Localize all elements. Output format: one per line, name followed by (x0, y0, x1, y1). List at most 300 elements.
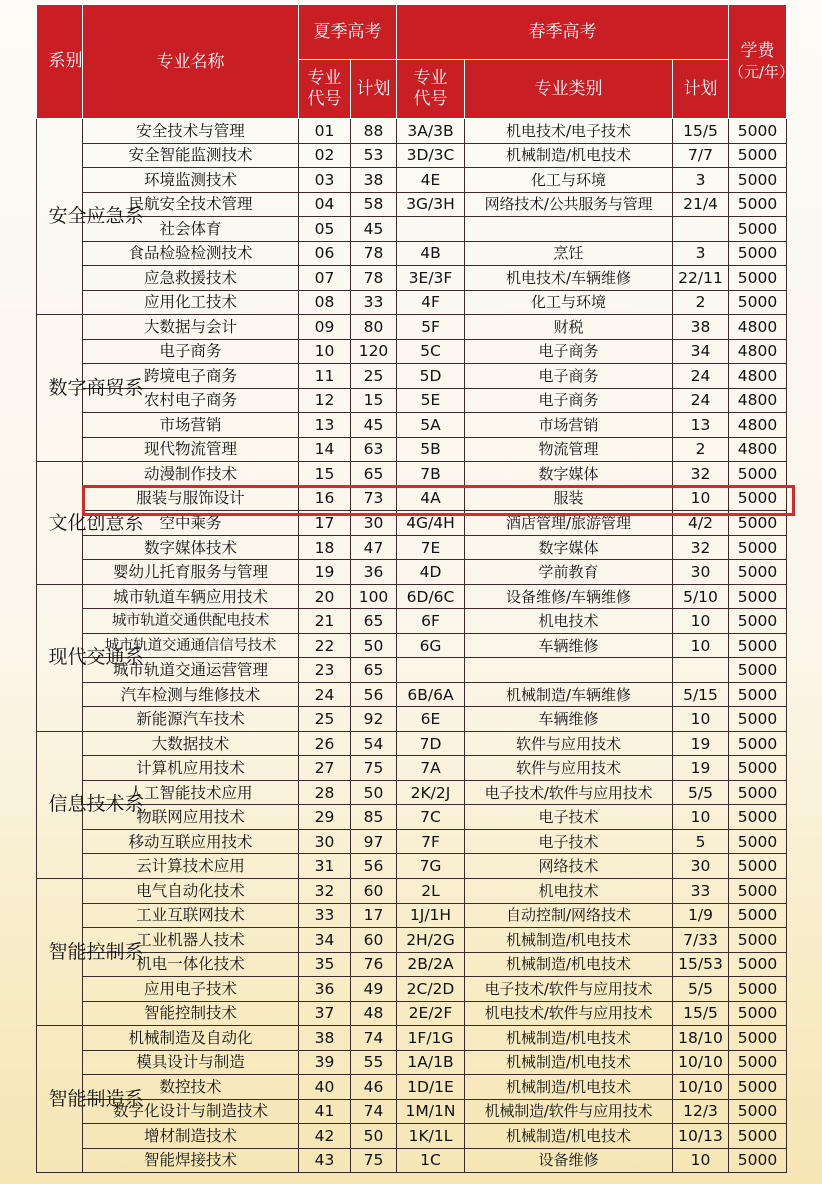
spring-category-cell: 车辆维修 (465, 633, 673, 658)
major-code-cell: 06 (299, 241, 351, 266)
table-header (37, 5, 795, 119)
plan-cell: 33 (351, 290, 397, 315)
spring-category-cell: 软件与应用技术 (465, 731, 673, 756)
spring-plan-cell: 22/11 (673, 266, 729, 291)
spring-plan-cell: 24 (673, 388, 729, 413)
tuition-cell: 5000 (729, 928, 787, 953)
tuition-cell: 5000 (729, 462, 787, 487)
major-code-cell: 37 (299, 1001, 351, 1026)
spring-plan-cell: 5/5 (673, 780, 729, 805)
major-name-cell: 安全技术与管理 (83, 119, 299, 144)
major-name-cell: 城市轨道交通通信信号技术 (83, 633, 299, 658)
spring-plan-cell: 3 (673, 168, 729, 193)
table-row (37, 462, 787, 487)
table-row (37, 217, 787, 242)
spring-plan-cell: 10 (673, 1148, 729, 1173)
tuition-cell: 5000 (729, 977, 787, 1002)
spring-category-cell: 电子技术 (465, 829, 673, 854)
table-row (37, 609, 787, 634)
tuition-cell: 5000 (729, 1026, 787, 1051)
spring-plan-cell: 5/10 (673, 584, 729, 609)
table-row (37, 192, 787, 217)
major-name-cell: 市场营销 (83, 413, 299, 438)
table-row (37, 928, 787, 953)
table-row (37, 143, 787, 168)
major-name-cell: 智能控制技术 (83, 1001, 299, 1026)
spring-category-cell: 数字媒体 (465, 462, 673, 487)
admissions-table (36, 4, 795, 1173)
major-name-cell: 电子商务 (83, 339, 299, 364)
major-code-cell: 23 (299, 658, 351, 683)
spring-plan-cell: 10 (673, 707, 729, 732)
spring-category-cell: 电子技术 (465, 805, 673, 830)
spring-plan-cell: 24 (673, 364, 729, 389)
major-code-cell: 07 (299, 266, 351, 291)
major-name-cell: 数控技术 (83, 1075, 299, 1100)
major-name-cell: 大数据与会计 (83, 315, 299, 340)
spring-plan-cell: 15/5 (673, 119, 729, 144)
spring-code-cell: 7C (397, 805, 465, 830)
plan-cell: 30 (351, 511, 397, 536)
spring-category-cell: 化工与环境 (465, 290, 673, 315)
department-cell (37, 731, 144, 878)
spring-code-cell: 7G (397, 854, 465, 879)
spring-code-cell: 4F (397, 290, 465, 315)
tuition-cell: 5000 (729, 217, 787, 242)
spring-code-cell: 2H/2G (397, 928, 465, 953)
tuition-cell: 5000 (729, 854, 787, 879)
spring-category-cell: 数字媒体 (465, 535, 673, 560)
spring-category-cell: 机械制造/机电技术 (465, 143, 673, 168)
spring-category-cell: 电子技术/软件与应用技术 (465, 977, 673, 1002)
spring-category-cell: 自动控制/网络技术 (465, 903, 673, 928)
plan-cell: 45 (351, 217, 397, 242)
major-code-cell: 12 (299, 388, 351, 413)
spring-category-cell: 财税 (465, 315, 673, 340)
major-code-cell: 14 (299, 437, 351, 462)
major-name-cell: 机械制造及自动化 (83, 1026, 299, 1051)
department-name: 信息技术系 (48, 793, 144, 816)
major-code-cell: 33 (299, 903, 351, 928)
spring-category-cell: 机电技术/软件与应用技术 (465, 1001, 673, 1026)
major-name-cell: 应急救援技术 (83, 266, 299, 291)
table-row (37, 633, 787, 658)
spring-category-cell: 学前教育 (465, 560, 673, 585)
major-code-cell: 22 (299, 633, 351, 658)
major-name-cell: 大数据技术 (83, 731, 299, 756)
spring-code-cell: 2C/2D (397, 977, 465, 1002)
major-name-cell: 物联网应用技术 (83, 805, 299, 830)
table-row (37, 903, 787, 928)
table-row (37, 977, 787, 1002)
spring-code-cell: 6D/6C (397, 584, 465, 609)
plan-cell: 85 (351, 805, 397, 830)
spring-code-cell: 1A/1B (397, 1050, 465, 1075)
header-spring-plan: 计划 (673, 60, 729, 119)
spring-code-cell: 4B (397, 241, 465, 266)
spring-category-cell (465, 217, 673, 242)
major-code-cell: 10 (299, 339, 351, 364)
tuition-cell: 4800 (729, 437, 787, 462)
spring-code-cell: 4G/4H (397, 511, 465, 536)
spring-code-cell (397, 658, 465, 683)
major-name-cell: 模具设计与制造 (83, 1050, 299, 1075)
plan-cell: 80 (351, 315, 397, 340)
spring-plan-cell: 10/10 (673, 1075, 729, 1100)
table-row (37, 780, 787, 805)
spring-plan-cell: 10/10 (673, 1050, 729, 1075)
major-code-cell: 01 (299, 119, 351, 144)
plan-cell: 48 (351, 1001, 397, 1026)
plan-cell: 58 (351, 192, 397, 217)
spring-category-cell: 机械制造/机电技术 (465, 1124, 673, 1149)
spring-code-cell (397, 217, 465, 242)
table-row (37, 731, 787, 756)
spring-category-cell: 市场营销 (465, 413, 673, 438)
spring-plan-cell: 10 (673, 805, 729, 830)
spring-plan-cell: 38 (673, 315, 729, 340)
tuition-cell: 5000 (729, 731, 787, 756)
spring-plan-cell: 4/2 (673, 511, 729, 536)
spring-code-cell: 5A (397, 413, 465, 438)
major-code-cell: 24 (299, 682, 351, 707)
major-name-cell: 工业互联网技术 (83, 903, 299, 928)
spring-plan-cell: 32 (673, 462, 729, 487)
tuition-cell: 5000 (729, 609, 787, 634)
tuition-cell: 5000 (729, 241, 787, 266)
major-code-cell: 29 (299, 805, 351, 830)
tuition-cell: 5000 (729, 168, 787, 193)
plan-cell: 36 (351, 560, 397, 585)
spring-code-cell: 2E/2F (397, 1001, 465, 1026)
spring-plan-cell: 30 (673, 560, 729, 585)
spring-category-cell: 烹饪 (465, 241, 673, 266)
tuition-cell: 5000 (729, 1099, 787, 1124)
major-code-cell: 02 (299, 143, 351, 168)
spring-code-cell: 4E (397, 168, 465, 193)
table-row (37, 805, 787, 830)
major-code-cell: 03 (299, 168, 351, 193)
plan-cell: 56 (351, 854, 397, 879)
tuition-cell: 4800 (729, 364, 787, 389)
department-name: 安全应急系 (48, 205, 144, 228)
major-code-cell: 39 (299, 1050, 351, 1075)
spring-category-cell: 化工与环境 (465, 168, 673, 193)
tuition-cell: 5000 (729, 780, 787, 805)
plan-cell: 15 (351, 388, 397, 413)
major-name-cell: 服装与服饰设计 (83, 486, 299, 511)
major-code-cell: 15 (299, 462, 351, 487)
spring-category-cell: 电子技术/软件与应用技术 (465, 780, 673, 805)
plan-cell: 78 (351, 266, 397, 291)
tuition-cell: 4800 (729, 388, 787, 413)
major-name-cell: 民航安全技术管理 (83, 192, 299, 217)
spring-category-cell: 机电技术/车辆维修 (465, 266, 673, 291)
spring-category-cell: 设备维修 (465, 1148, 673, 1173)
table-row (37, 486, 787, 511)
plan-cell: 45 (351, 413, 397, 438)
tuition-cell: 5000 (729, 266, 787, 291)
major-name-cell: 数字化设计与制造技术 (83, 1099, 299, 1124)
table-row (37, 1026, 787, 1051)
major-name-cell: 跨境电子商务 (83, 364, 299, 389)
spring-plan-cell: 5 (673, 829, 729, 854)
major-code-cell: 16 (299, 486, 351, 511)
spring-code-cell: 6G (397, 633, 465, 658)
table-body (37, 119, 787, 1173)
spring-category-cell: 机械制造/机电技术 (465, 952, 673, 977)
plan-cell: 74 (351, 1099, 397, 1124)
tuition-cell: 4800 (729, 315, 787, 340)
tuition-cell: 5000 (729, 511, 787, 536)
major-name-cell: 智能焊接技术 (83, 1148, 299, 1173)
spring-code-cell: 3A/3B (397, 119, 465, 144)
tuition-cell: 5000 (729, 878, 787, 903)
spring-plan-cell: 18/10 (673, 1026, 729, 1051)
plan-cell: 56 (351, 682, 397, 707)
major-name-cell: 婴幼儿托育服务与管理 (83, 560, 299, 585)
plan-cell: 78 (351, 241, 397, 266)
major-name-cell: 新能源汽车技术 (83, 707, 299, 732)
plan-cell: 76 (351, 952, 397, 977)
major-code-cell: 25 (299, 707, 351, 732)
major-code-cell: 40 (299, 1075, 351, 1100)
tuition-cell: 5000 (729, 1124, 787, 1149)
major-name-cell: 食品检验检测技术 (83, 241, 299, 266)
table-row (37, 364, 787, 389)
spring-plan-cell: 21/4 (673, 192, 729, 217)
major-code-cell: 42 (299, 1124, 351, 1149)
spring-code-cell: 1D/1E (397, 1075, 465, 1100)
tuition-cell: 5000 (729, 486, 787, 511)
tuition-cell: 5000 (729, 143, 787, 168)
table-row (37, 535, 787, 560)
spring-category-cell: 机电技术/电子技术 (465, 119, 673, 144)
major-code-cell: 17 (299, 511, 351, 536)
tuition-cell: 5000 (729, 658, 787, 683)
tuition-cell: 5000 (729, 1148, 787, 1173)
spring-code-cell: 7D (397, 731, 465, 756)
spring-category-cell: 机械制造/软件与应用技术 (465, 1099, 673, 1124)
table-row (37, 266, 787, 291)
major-code-cell: 34 (299, 928, 351, 953)
tuition-cell: 5000 (729, 535, 787, 560)
department-name: 智能控制系 (48, 940, 144, 963)
spring-category-cell: 机械制造/机电技术 (465, 928, 673, 953)
spring-plan-cell: 10 (673, 486, 729, 511)
table-row (37, 1001, 787, 1026)
plan-cell: 53 (351, 143, 397, 168)
major-code-cell: 19 (299, 560, 351, 585)
spring-category-cell: 电子商务 (465, 364, 673, 389)
department-cell (37, 1026, 144, 1173)
spring-category-cell: 网络技术/公共服务与管理 (465, 192, 673, 217)
spring-plan-cell: 15/53 (673, 952, 729, 977)
plan-cell: 55 (351, 1050, 397, 1075)
major-name-cell: 数字媒体技术 (83, 535, 299, 560)
table-row (37, 168, 787, 193)
plan-cell: 65 (351, 609, 397, 634)
spring-code-cell: 4D (397, 560, 465, 585)
major-name-cell: 空中乘务 (83, 511, 299, 536)
plan-cell: 74 (351, 1026, 397, 1051)
major-name-cell: 环境监测技术 (83, 168, 299, 193)
major-code-cell: 43 (299, 1148, 351, 1173)
header-spring-code: 专业 代号 (397, 60, 465, 119)
tuition-cell: 5000 (729, 290, 787, 315)
major-code-cell: 05 (299, 217, 351, 242)
spring-plan-cell: 3 (673, 241, 729, 266)
major-name-cell: 云计算技术应用 (83, 854, 299, 879)
spring-category-cell: 软件与应用技术 (465, 756, 673, 781)
spring-code-cell: 5B (397, 437, 465, 462)
table-row (37, 1148, 787, 1173)
table-row (37, 388, 787, 413)
spring-plan-cell: 1/9 (673, 903, 729, 928)
table-row (37, 1099, 787, 1124)
major-name-cell: 应用电子技术 (83, 977, 299, 1002)
spring-category-cell: 设备维修/车辆维修 (465, 584, 673, 609)
tuition-cell: 5000 (729, 119, 787, 144)
plan-cell: 38 (351, 168, 397, 193)
spring-plan-cell: 12/3 (673, 1099, 729, 1124)
tuition-cell: 4800 (729, 339, 787, 364)
spring-code-cell: 7E (397, 535, 465, 560)
major-code-cell: 04 (299, 192, 351, 217)
tuition-cell: 5000 (729, 903, 787, 928)
spring-code-cell: 4A (397, 486, 465, 511)
major-name-cell: 动漫制作技术 (83, 462, 299, 487)
major-name-cell: 汽车检测与维修技术 (83, 682, 299, 707)
spring-plan-cell: 13 (673, 413, 729, 438)
spring-plan-cell: 5/15 (673, 682, 729, 707)
plan-cell: 75 (351, 1148, 397, 1173)
tuition-cell: 5000 (729, 192, 787, 217)
plan-cell: 47 (351, 535, 397, 560)
spring-category-cell: 机械制造/机电技术 (465, 1075, 673, 1100)
spring-plan-cell: 7/33 (673, 928, 729, 953)
department-cell (37, 878, 144, 1025)
tuition-cell: 5000 (729, 584, 787, 609)
major-code-cell: 41 (299, 1099, 351, 1124)
plan-cell: 63 (351, 437, 397, 462)
table-row (37, 290, 787, 315)
plan-cell: 65 (351, 658, 397, 683)
header-dept: 系别 (37, 5, 83, 119)
major-name-cell: 工业机器人技术 (83, 928, 299, 953)
spring-category-cell: 服装 (465, 486, 673, 511)
major-name-cell: 农村电子商务 (83, 388, 299, 413)
spring-plan-cell: 10 (673, 633, 729, 658)
spring-plan-cell: 10 (673, 609, 729, 634)
major-name-cell: 机电一体化技术 (83, 952, 299, 977)
major-code-cell: 31 (299, 854, 351, 879)
plan-cell: 65 (351, 462, 397, 487)
major-code-cell: 30 (299, 829, 351, 854)
department-name: 现代交通系 (48, 646, 144, 669)
header-spring-category: 专业类别 (465, 60, 673, 119)
major-code-cell: 20 (299, 584, 351, 609)
header-summer-exam: 夏季高考 (299, 5, 397, 60)
spring-plan-cell (673, 217, 729, 242)
department-cell (37, 584, 144, 731)
table-row (37, 854, 787, 879)
spring-category-cell: 网络技术 (465, 854, 673, 879)
table-row (37, 241, 787, 266)
spring-category-cell: 酒店管理/旅游管理 (465, 511, 673, 536)
major-code-cell: 27 (299, 756, 351, 781)
spring-category-cell: 机电技术 (465, 878, 673, 903)
plan-cell: 73 (351, 486, 397, 511)
department-name: 数字商贸系 (48, 376, 144, 399)
major-name-cell: 电气自动化技术 (83, 878, 299, 903)
table-row (37, 119, 787, 144)
major-code-cell: 38 (299, 1026, 351, 1051)
major-code-cell: 28 (299, 780, 351, 805)
major-name-cell: 城市轨道车辆应用技术 (83, 584, 299, 609)
spring-category-cell: 机电技术 (465, 609, 673, 634)
spring-plan-cell (673, 658, 729, 683)
tuition-cell: 5000 (729, 1075, 787, 1100)
table-row (37, 339, 787, 364)
table-row (37, 560, 787, 585)
table-row (37, 511, 787, 536)
table-row (37, 878, 787, 903)
spring-code-cell: 2L (397, 878, 465, 903)
header-major-name: 专业名称 (83, 5, 299, 119)
spring-code-cell: 1K/1L (397, 1124, 465, 1149)
plan-cell: 50 (351, 633, 397, 658)
spring-plan-cell: 33 (673, 878, 729, 903)
department-cell (37, 119, 144, 315)
major-code-cell: 08 (299, 290, 351, 315)
plan-cell: 120 (351, 339, 397, 364)
spring-code-cell: 2K/2J (397, 780, 465, 805)
major-code-cell: 36 (299, 977, 351, 1002)
spring-plan-cell: 19 (673, 731, 729, 756)
spring-plan-cell: 10/13 (673, 1124, 729, 1149)
department-cell (37, 315, 144, 462)
major-code-cell: 09 (299, 315, 351, 340)
spring-code-cell: 6F (397, 609, 465, 634)
table-row (37, 682, 787, 707)
spring-code-cell: 1C (397, 1148, 465, 1173)
spring-code-cell: 3D/3C (397, 143, 465, 168)
major-name-cell: 现代物流管理 (83, 437, 299, 462)
spring-code-cell: 1J/1H (397, 903, 465, 928)
spring-code-cell: 1M/1N (397, 1099, 465, 1124)
plan-cell: 50 (351, 1124, 397, 1149)
major-code-cell: 35 (299, 952, 351, 977)
header-tuition: 学费 （元/年） (729, 5, 787, 119)
tuition-cell: 5000 (729, 682, 787, 707)
major-code-cell: 21 (299, 609, 351, 634)
major-name-cell: 安全智能监测技术 (83, 143, 299, 168)
tuition-cell: 5000 (729, 633, 787, 658)
spring-plan-cell: 2 (673, 437, 729, 462)
plan-cell: 75 (351, 756, 397, 781)
major-code-cell: 26 (299, 731, 351, 756)
spring-plan-cell: 7/7 (673, 143, 729, 168)
major-name-cell: 城市轨道交通运营管理 (83, 658, 299, 683)
table-row (37, 658, 787, 683)
major-name-cell: 人工智能技术应用 (83, 780, 299, 805)
department-name: 智能制造系 (48, 1087, 144, 1110)
table-row (37, 756, 787, 781)
major-name-cell: 移动互联应用技术 (83, 829, 299, 854)
major-name-cell: 社会体育 (83, 217, 299, 242)
spring-category-cell: 电子商务 (465, 339, 673, 364)
